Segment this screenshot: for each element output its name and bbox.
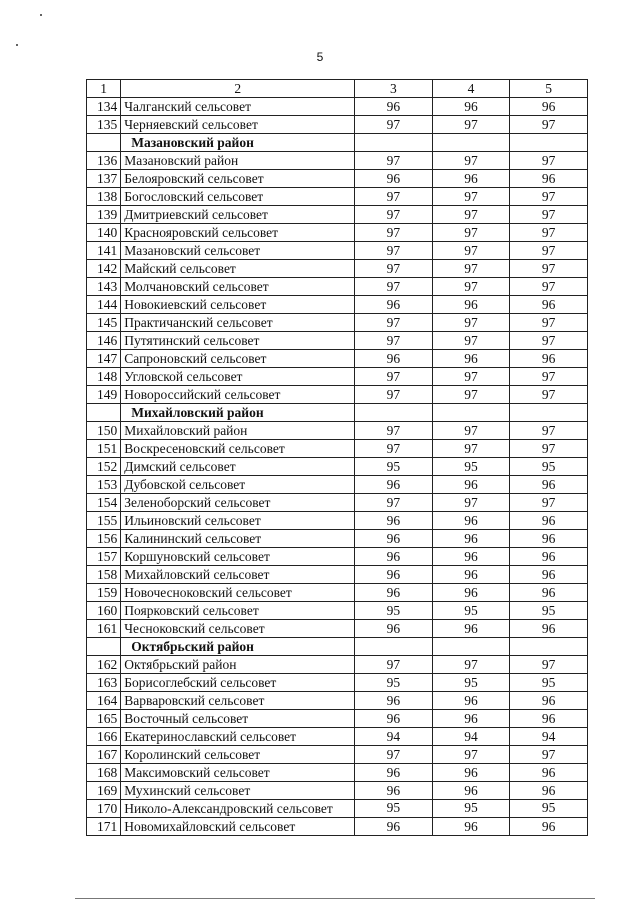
value-empty <box>432 404 510 422</box>
header-cell-col3: 3 <box>355 80 433 98</box>
value-empty <box>510 404 588 422</box>
section-title: Михайловский район <box>121 404 355 422</box>
row-name: Борисоглебский сельсовет <box>121 674 355 692</box>
value-col5: 97 <box>510 260 588 278</box>
row-number: 135 <box>87 116 121 134</box>
table-row <box>87 710 588 728</box>
value-empty <box>510 638 588 656</box>
row-number: 160 <box>87 602 121 620</box>
row-name: Дубовской сельсовет <box>121 476 355 494</box>
table-row <box>87 170 588 188</box>
row-number: 150 <box>87 422 121 440</box>
table-row <box>87 422 588 440</box>
table-row <box>87 332 588 350</box>
row-name: Михайловский сельсовет <box>121 566 355 584</box>
value-col4: 96 <box>432 566 510 584</box>
table-row <box>87 314 588 332</box>
table-row <box>87 350 588 368</box>
row-number: 162 <box>87 656 121 674</box>
row-number: 140 <box>87 224 121 242</box>
row-number-empty <box>87 404 121 422</box>
value-col4: 96 <box>432 98 510 116</box>
value-col4: 97 <box>432 494 510 512</box>
row-number: 138 <box>87 188 121 206</box>
value-col4: 94 <box>432 728 510 746</box>
value-col4: 97 <box>432 746 510 764</box>
value-col4: 96 <box>432 512 510 530</box>
value-col3: 97 <box>355 206 433 224</box>
value-empty <box>510 134 588 152</box>
value-col3: 96 <box>355 764 433 782</box>
table-row <box>87 242 588 260</box>
value-col4: 96 <box>432 548 510 566</box>
row-number: 169 <box>87 782 121 800</box>
value-col5: 97 <box>510 656 588 674</box>
row-number: 166 <box>87 728 121 746</box>
value-col3: 96 <box>355 818 433 836</box>
value-col5: 95 <box>510 674 588 692</box>
value-col3: 97 <box>355 188 433 206</box>
table-row <box>87 386 588 404</box>
value-col3: 96 <box>355 566 433 584</box>
value-col5: 96 <box>510 620 588 638</box>
value-col5: 96 <box>510 98 588 116</box>
row-name: Воскресеновский сельсовет <box>121 440 355 458</box>
value-col3: 97 <box>355 332 433 350</box>
table-row <box>87 296 588 314</box>
value-col3: 96 <box>355 692 433 710</box>
value-col4: 97 <box>432 278 510 296</box>
value-col4: 96 <box>432 764 510 782</box>
row-name: Чалганский сельсовет <box>121 98 355 116</box>
row-name: Практичанский сельсовет <box>121 314 355 332</box>
page-bottom-edge <box>75 898 595 899</box>
row-name: Варваровский сельсовет <box>121 692 355 710</box>
value-col5: 96 <box>510 350 588 368</box>
row-name: Коршуновский сельсовет <box>121 548 355 566</box>
value-col3: 96 <box>355 710 433 728</box>
value-col5: 97 <box>510 494 588 512</box>
value-col5: 96 <box>510 764 588 782</box>
value-col3: 96 <box>355 170 433 188</box>
table-row <box>87 782 588 800</box>
row-name: Михайловский район <box>121 422 355 440</box>
row-name: Путятинский сельсовет <box>121 332 355 350</box>
value-col4: 95 <box>432 800 510 818</box>
table-row <box>87 440 588 458</box>
value-col4: 95 <box>432 458 510 476</box>
value-col5: 96 <box>510 566 588 584</box>
value-col5: 96 <box>510 710 588 728</box>
row-number: 163 <box>87 674 121 692</box>
value-col3: 97 <box>355 314 433 332</box>
table-row <box>87 530 588 548</box>
scan-speck <box>16 44 18 46</box>
table-row <box>87 206 588 224</box>
table-row <box>87 224 588 242</box>
value-col4: 96 <box>432 818 510 836</box>
value-col4: 97 <box>432 368 510 386</box>
value-col3: 97 <box>355 242 433 260</box>
value-col4: 97 <box>432 332 510 350</box>
header-cell-name: 2 <box>121 80 355 98</box>
row-name: Угловской сельсовет <box>121 368 355 386</box>
row-number: 157 <box>87 548 121 566</box>
row-name: Новороссийский сельсовет <box>121 386 355 404</box>
value-col4: 97 <box>432 188 510 206</box>
row-number: 154 <box>87 494 121 512</box>
value-col3: 97 <box>355 116 433 134</box>
value-col3: 97 <box>355 746 433 764</box>
row-number: 146 <box>87 332 121 350</box>
table-row <box>87 368 588 386</box>
row-number-empty <box>87 638 121 656</box>
row-name: Калининский сельсовет <box>121 530 355 548</box>
value-col4: 97 <box>432 260 510 278</box>
value-col4: 97 <box>432 422 510 440</box>
table-row <box>87 458 588 476</box>
value-col4: 97 <box>432 152 510 170</box>
value-col4: 96 <box>432 530 510 548</box>
row-name: Зеленоборский сельсовет <box>121 494 355 512</box>
value-col3: 97 <box>355 224 433 242</box>
row-name: Мухинский сельсовет <box>121 782 355 800</box>
value-empty <box>355 404 433 422</box>
value-col4: 97 <box>432 440 510 458</box>
row-name: Новочесноковский сельсовет <box>121 584 355 602</box>
row-number: 153 <box>87 476 121 494</box>
value-col3: 95 <box>355 458 433 476</box>
row-number: 155 <box>87 512 121 530</box>
row-number: 137 <box>87 170 121 188</box>
row-name: Сапроновский сельсовет <box>121 350 355 368</box>
table-row <box>87 278 588 296</box>
value-col3: 96 <box>355 476 433 494</box>
value-col4: 97 <box>432 386 510 404</box>
value-col4: 96 <box>432 170 510 188</box>
value-col3: 97 <box>355 278 433 296</box>
row-name: Димский сельсовет <box>121 458 355 476</box>
value-col4: 96 <box>432 692 510 710</box>
row-number: 168 <box>87 764 121 782</box>
table-row <box>87 548 588 566</box>
value-col3: 97 <box>355 422 433 440</box>
value-col5: 95 <box>510 602 588 620</box>
value-col5: 97 <box>510 386 588 404</box>
value-col4: 97 <box>432 656 510 674</box>
value-col3: 97 <box>355 260 433 278</box>
row-number: 141 <box>87 242 121 260</box>
header-cell-col5: 5 <box>510 80 588 98</box>
row-name: Мазановский сельсовет <box>121 242 355 260</box>
value-col5: 97 <box>510 368 588 386</box>
value-col3: 95 <box>355 674 433 692</box>
value-col3: 95 <box>355 602 433 620</box>
value-col3: 95 <box>355 800 433 818</box>
row-name: Чесноковский сельсовет <box>121 620 355 638</box>
row-name: Новомихайловский сельсовет <box>121 818 355 836</box>
row-number: 159 <box>87 584 121 602</box>
value-col5: 97 <box>510 116 588 134</box>
table-row <box>87 620 588 638</box>
row-name: Максимовский сельсовет <box>121 764 355 782</box>
header-cell-col4: 4 <box>432 80 510 98</box>
value-empty <box>432 638 510 656</box>
value-col5: 96 <box>510 548 588 566</box>
section-title: Октябрьский район <box>121 638 355 656</box>
value-col3: 96 <box>355 584 433 602</box>
value-col3: 94 <box>355 728 433 746</box>
row-number: 156 <box>87 530 121 548</box>
value-col5: 96 <box>510 692 588 710</box>
value-col4: 96 <box>432 476 510 494</box>
value-empty <box>355 638 433 656</box>
value-col5: 97 <box>510 206 588 224</box>
value-col5: 96 <box>510 170 588 188</box>
value-col4: 96 <box>432 782 510 800</box>
row-name: Поярковский сельсовет <box>121 602 355 620</box>
value-col3: 97 <box>355 494 433 512</box>
table-header-row <box>87 80 588 98</box>
row-number: 139 <box>87 206 121 224</box>
value-col5: 97 <box>510 440 588 458</box>
scan-speck <box>40 14 42 16</box>
table-row <box>87 476 588 494</box>
row-number: 152 <box>87 458 121 476</box>
table-row <box>87 764 588 782</box>
table-row <box>87 494 588 512</box>
table-row <box>87 602 588 620</box>
table-row <box>87 566 588 584</box>
value-col5: 96 <box>510 818 588 836</box>
row-number: 158 <box>87 566 121 584</box>
value-empty <box>432 134 510 152</box>
value-col4: 96 <box>432 296 510 314</box>
value-col5: 97 <box>510 314 588 332</box>
row-number: 147 <box>87 350 121 368</box>
value-col5: 96 <box>510 584 588 602</box>
value-col5: 97 <box>510 278 588 296</box>
row-name: Майский сельсовет <box>121 260 355 278</box>
table-row <box>87 260 588 278</box>
value-col4: 97 <box>432 314 510 332</box>
table-row <box>87 116 588 134</box>
value-col4: 96 <box>432 710 510 728</box>
table-row <box>87 800 588 818</box>
value-col4: 97 <box>432 116 510 134</box>
table-row <box>87 746 588 764</box>
row-name: Мазановский район <box>121 152 355 170</box>
table-row <box>87 674 588 692</box>
row-name: Краснояровский сельсовет <box>121 224 355 242</box>
value-col5: 96 <box>510 296 588 314</box>
row-number: 165 <box>87 710 121 728</box>
page-number: 5 <box>316 50 324 64</box>
value-col4: 95 <box>432 674 510 692</box>
row-name: Белояровский сельсовет <box>121 170 355 188</box>
value-col5: 95 <box>510 458 588 476</box>
value-col3: 97 <box>355 656 433 674</box>
value-col5: 97 <box>510 224 588 242</box>
section-title: Мазановский район <box>121 134 355 152</box>
row-number: 149 <box>87 386 121 404</box>
table-row <box>87 98 588 116</box>
header-cell-number: 1 <box>87 80 121 98</box>
row-name: Восточный сельсовет <box>121 710 355 728</box>
value-col4: 96 <box>432 620 510 638</box>
row-name: Дмитриевский сельсовет <box>121 206 355 224</box>
value-col4: 95 <box>432 602 510 620</box>
section-row <box>87 134 588 152</box>
row-number: 167 <box>87 746 121 764</box>
value-col5: 95 <box>510 800 588 818</box>
value-col3: 97 <box>355 440 433 458</box>
value-empty <box>355 134 433 152</box>
value-col3: 96 <box>355 98 433 116</box>
value-col5: 96 <box>510 512 588 530</box>
row-name: Богословский сельсовет <box>121 188 355 206</box>
row-number-empty <box>87 134 121 152</box>
table-row <box>87 818 588 836</box>
row-name: Новокиевский сельсовет <box>121 296 355 314</box>
value-col3: 96 <box>355 620 433 638</box>
table-row <box>87 728 588 746</box>
row-number: 143 <box>87 278 121 296</box>
value-col5: 97 <box>510 332 588 350</box>
table-row <box>87 512 588 530</box>
table-body <box>87 80 588 836</box>
value-col4: 97 <box>432 206 510 224</box>
section-row <box>87 404 588 422</box>
row-name: Королинский сельсовет <box>121 746 355 764</box>
value-col3: 97 <box>355 152 433 170</box>
value-col5: 96 <box>510 476 588 494</box>
value-col5: 97 <box>510 422 588 440</box>
row-number: 161 <box>87 620 121 638</box>
value-col3: 96 <box>355 350 433 368</box>
row-name: Николо-Александровский сельсовет <box>121 800 355 818</box>
value-col3: 97 <box>355 386 433 404</box>
row-number: 171 <box>87 818 121 836</box>
row-name: Октябрьский район <box>121 656 355 674</box>
value-col5: 97 <box>510 188 588 206</box>
row-number: 144 <box>87 296 121 314</box>
row-number: 148 <box>87 368 121 386</box>
row-number: 136 <box>87 152 121 170</box>
value-col5: 96 <box>510 530 588 548</box>
row-number: 170 <box>87 800 121 818</box>
value-col4: 97 <box>432 242 510 260</box>
row-name: Ильиновский сельсовет <box>121 512 355 530</box>
value-col3: 96 <box>355 548 433 566</box>
table-row <box>87 584 588 602</box>
row-number: 145 <box>87 314 121 332</box>
value-col3: 96 <box>355 530 433 548</box>
row-name: Молчановский сельсовет <box>121 278 355 296</box>
row-number: 134 <box>87 98 121 116</box>
value-col3: 96 <box>355 512 433 530</box>
value-col4: 96 <box>432 584 510 602</box>
value-col5: 94 <box>510 728 588 746</box>
table-row <box>87 656 588 674</box>
row-number: 142 <box>87 260 121 278</box>
row-number: 151 <box>87 440 121 458</box>
value-col5: 97 <box>510 746 588 764</box>
value-col4: 97 <box>432 224 510 242</box>
value-col4: 96 <box>432 350 510 368</box>
value-col5: 96 <box>510 782 588 800</box>
district-table <box>86 79 588 836</box>
value-col3: 96 <box>355 296 433 314</box>
row-name: Екатеринославский сельсовет <box>121 728 355 746</box>
table-row <box>87 152 588 170</box>
table-row <box>87 188 588 206</box>
table-row <box>87 692 588 710</box>
value-col5: 97 <box>510 242 588 260</box>
row-name: Черняевский сельсовет <box>121 116 355 134</box>
row-number: 164 <box>87 692 121 710</box>
value-col3: 96 <box>355 782 433 800</box>
value-col3: 97 <box>355 368 433 386</box>
value-col5: 97 <box>510 152 588 170</box>
section-row <box>87 638 588 656</box>
